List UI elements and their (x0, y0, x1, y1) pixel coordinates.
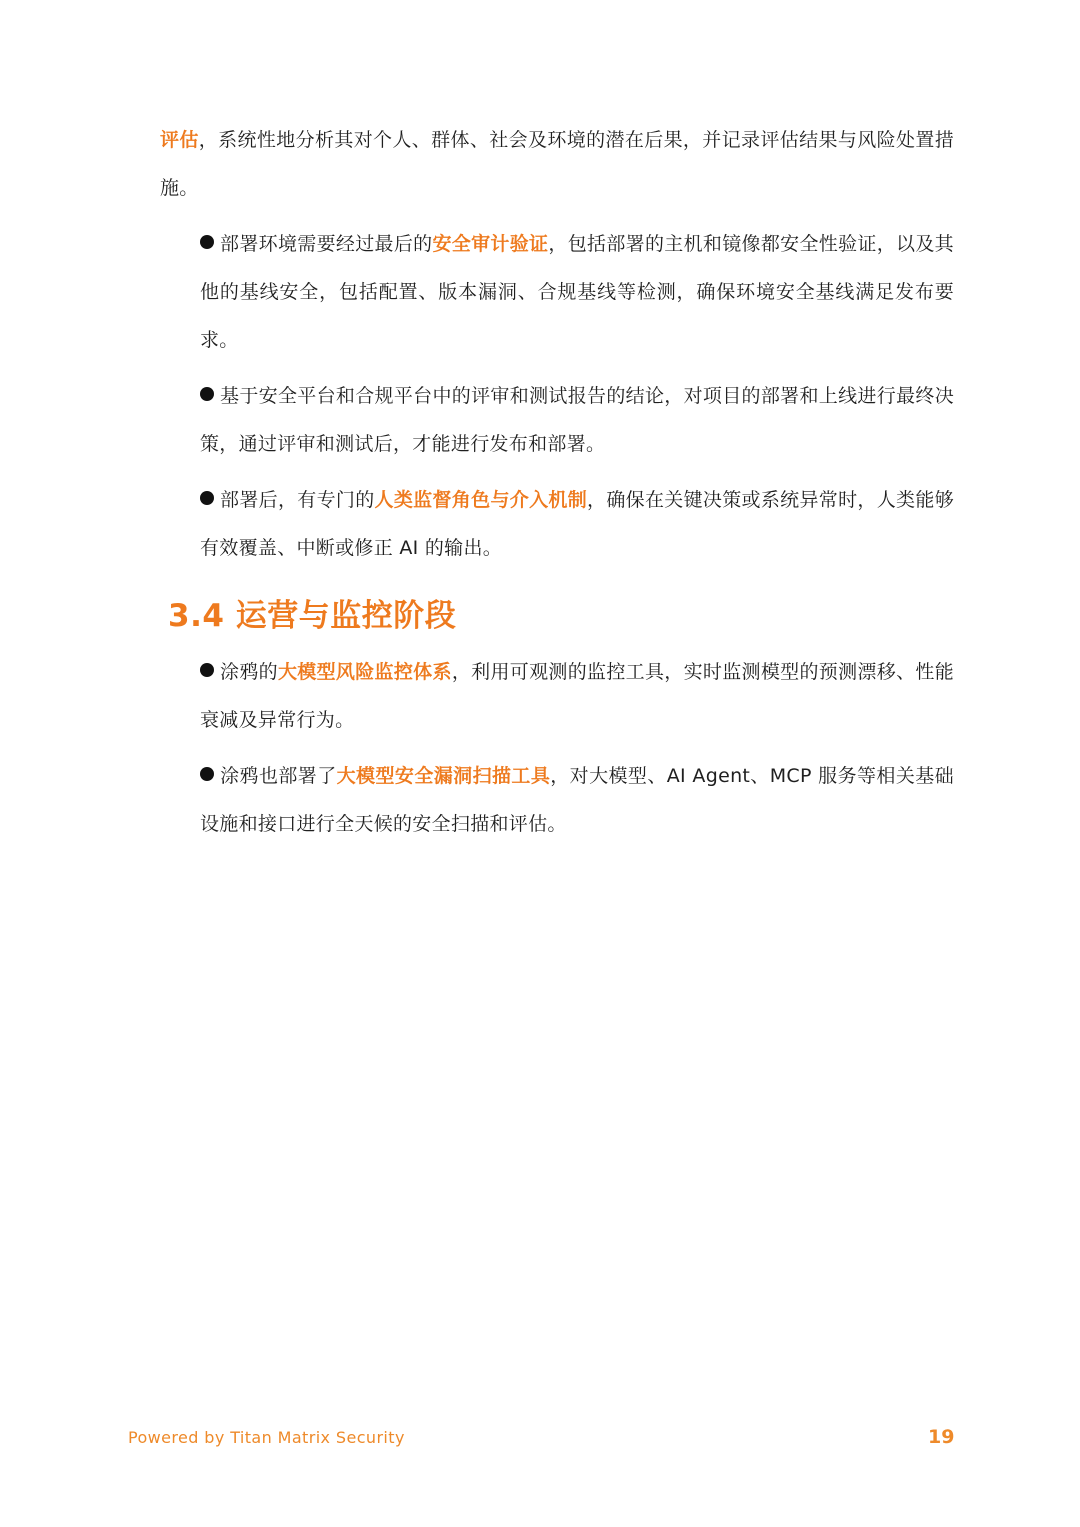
section-heading: 3.4 运营与监控阶段 (168, 598, 457, 634)
bullet-icon (200, 387, 214, 401)
bullet-icon (200, 235, 214, 249)
paragraph-text: ，确保在关键决策或系统异常时，人类能够有效覆盖、中断或修正 AI 的输出。 (200, 489, 954, 559)
paragraph-text: ，利用可观测的监控工具，实时监测模型的预测漂移、性能衰减及异常行为。 (200, 661, 954, 731)
paragraph-text: 基于安全平台和合规平台中的评审和测试报告的结论，对项目的部署和上线进行最终决策，通过评审和测试后，才能进行发布和部署。 (200, 385, 954, 455)
bullet-paragraph-monitoring (160, 648, 954, 744)
bullet-icon (200, 767, 214, 781)
bullet-paragraph-decision (160, 372, 954, 468)
bullet-paragraph-scanning (160, 752, 954, 848)
paragraph-text: ，对大模型、AI Agent、MCP 服务等相关基础设施和接口进行全天候的安全扫描和评估。 (200, 765, 954, 835)
highlight-text: 大模型风险监控体系 (277, 661, 452, 683)
highlight-text: 大模型安全漏洞扫描工具 (336, 765, 551, 787)
bullet-icon (200, 663, 214, 677)
footer-credit: Powered by Titan Matrix Security (128, 1428, 405, 1447)
paragraph-continuation (160, 116, 954, 212)
bullet-paragraph-audit (160, 220, 954, 364)
paragraph-text: ，系统性地分析其对个人、群体、社会及环境的潜在后果，并记录评估结果与风险处置措施。 (160, 129, 955, 199)
bullet-paragraph-oversight (160, 476, 954, 572)
bullet-icon (200, 491, 214, 505)
page-number: 19 (928, 1426, 955, 1448)
highlight-text: 评估 (160, 129, 199, 151)
paragraph-text: ，包括部署的主机和镜像都安全性验证，以及其他的基线安全，包括配置、版本漏洞、合规基线等检测，确保环境安全基线满足发布要求。 (200, 233, 954, 351)
paragraph-text: 部署环境需要经过最后的 (220, 233, 433, 255)
paragraph-text: 部署后，有专门的 (220, 489, 375, 511)
paragraph-text: 涂鸦的 (220, 661, 278, 683)
paragraph-text: 涂鸦也部署了 (220, 765, 337, 787)
highlight-text: 人类监督角色与介入机制 (374, 489, 588, 511)
page-content (160, 116, 954, 856)
highlight-text: 安全审计验证 (432, 233, 549, 255)
